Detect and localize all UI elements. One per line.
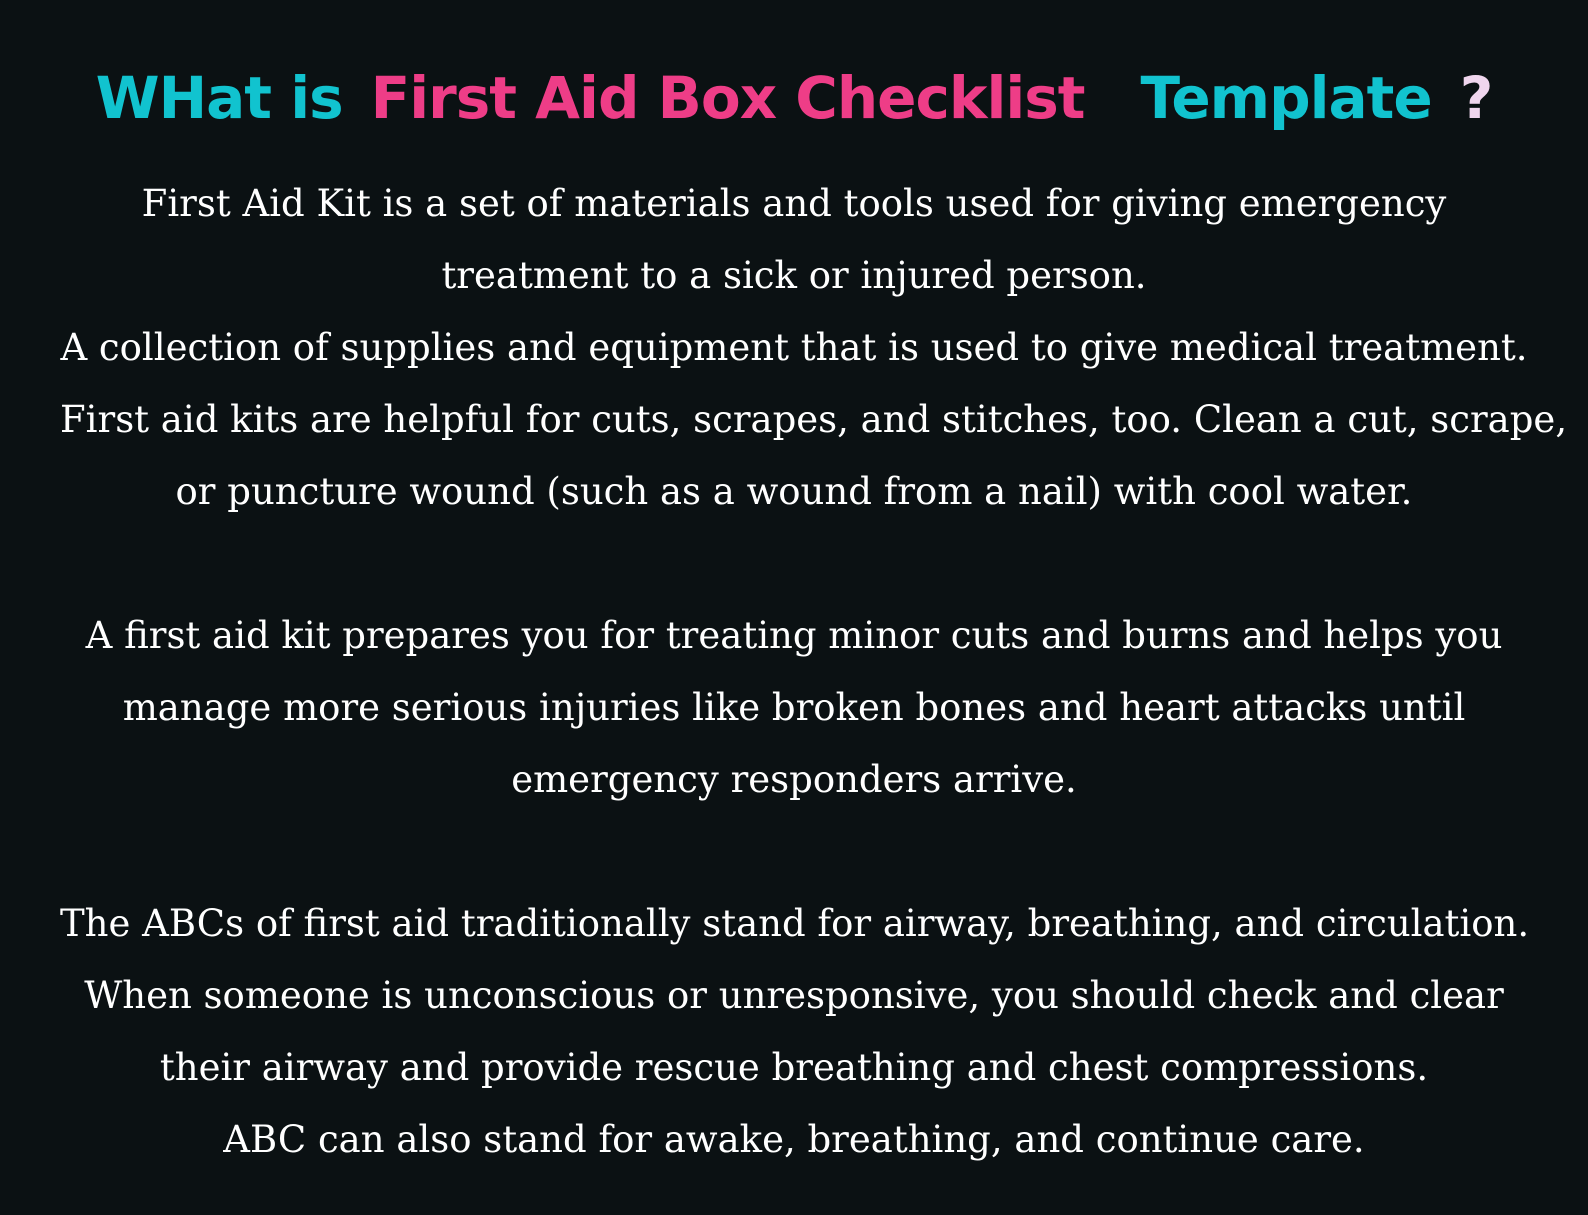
title-what-is: WHat is (95, 64, 343, 132)
title-template: Template (1140, 64, 1432, 132)
text-line: ABC can also stand for awake, breathing, and continue care. (223, 1118, 1365, 1161)
text-line: When someone is unconscious or unresponsive, you should check and clear (84, 974, 1504, 1017)
text-line: A first aid kit prepares you for treating minor cuts and burns and helps you (85, 614, 1503, 657)
text-line: The ABCs of first aid traditionally stand for airway, breathing, and circulation. (60, 902, 1530, 945)
text-line: First Aid Kit is a set of materials and tools used for giving emergency (141, 182, 1447, 225)
page-title (0, 48, 1588, 148)
title-first-aid-box-checklist: First Aid Box Checklist (370, 64, 1085, 132)
paragraph-purpose (60, 600, 1528, 816)
text-line: First aid kits are helpful for cuts, scrapes, and stitches, too. Clean a cut, scrape, (60, 398, 1568, 441)
body-text (60, 168, 1568, 1176)
paragraph-abcs (60, 888, 1528, 1176)
text-line: A collection of supplies and equipment that is used to give medical treatment. (60, 326, 1528, 369)
paragraph-gap (60, 528, 1528, 600)
text-line: or puncture wound (such as a wound from a nail) with cool water. (175, 470, 1413, 513)
paragraph-definition (60, 168, 1568, 528)
text-line: their airway and provide rescue breathing and chest compressions. (159, 1046, 1429, 1089)
text-line: manage more serious injuries like broken bones and heart attacks until (122, 686, 1466, 729)
title-question-mark: ? (1459, 64, 1493, 132)
text-line: treatment to a sick or injured person. (441, 254, 1147, 297)
text-line: emergency responders arrive. (511, 758, 1077, 801)
paragraph-gap (60, 816, 1528, 888)
